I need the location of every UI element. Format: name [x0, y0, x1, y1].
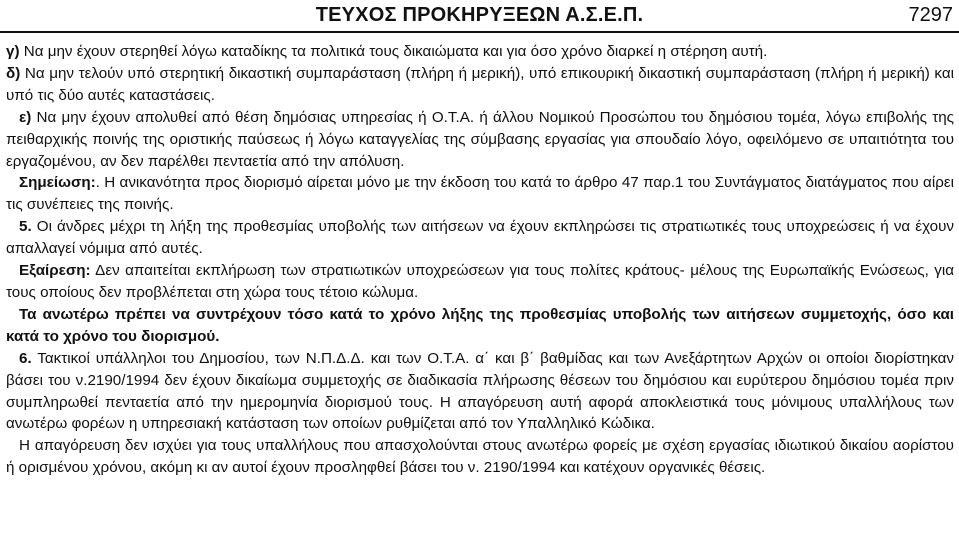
exception-text: Δεν απαιτείται εκπλήρωση των στρατιωτικών υποχρεώσεων για τους πολίτες κράτους- μέλους της Ευρωπαϊκής Ενώσεως, για τους οποίους δεν προβλέπεται στη χώρα τους τέτοιο κώλυμα.	[6, 262, 954, 301]
paragraph-exception	[6, 260, 954, 304]
paragraph-last: Η απαγόρευση δεν ισχύει για τους υπαλλήλους που απασχολούνται στους ανωτέρω φορείς με σχέση εργασίας ιδιωτικού δικαίου αορίστου ή ορισμένου χρόνου, ακόμη κι αν αυτοί έχουν προσληφθεί βάσει του ν. 2190/1994 και κατέχουν οργανικές θέσεις.	[6, 437, 954, 477]
paragraph-6	[6, 348, 954, 436]
publication-title: ΤΕΥΧΟΣ ΠΡΟΚΗΡΥΞΕΩΝ Α.Σ.Ε.Π.	[315, 4, 644, 26]
paragraph-g-label: γ)	[6, 43, 20, 60]
paragraph-g-text: Να μην έχουν στερηθεί λόγω καταδίκης τα πολιτικά τους δικαιώματα και για όσο χρόνο διαρκεί η στέρηση αυτή.	[19, 43, 768, 60]
paragraph-6-label: 6.	[19, 349, 32, 367]
exception-label: Εξαίρεση:	[19, 262, 91, 280]
paragraph-note	[6, 172, 954, 216]
paragraph-6-text: Τακτικοί υπάλληλοι του Δημοσίου, των Ν.Π.Δ.Δ. και των Ο.Τ.Α. α΄ και β΄ βαθμίδας και των Ανεξάρτητων Αρχών οι οποίοι διορίστηκαν βάσει του ν.2190/1994 δεν έχουν δικαίωμα συμμετοχής σε διαδικασία πλήρωσης θέσεων του δημόσιου και ευρύτερου δημόσιου τομέα πριν συμπληρωθεί πενταετία από την ημερομηνία διορισμού τους. Η απαγόρευση αυτή αφορά αποκλειστικά τους μόνιμους υπαλλήλους των ανωτέρω φορέων η υπηρεσιακή κατάσταση των οποίων ρυθμίζεται από τον Υπαλληλικό Κώδικα.	[6, 349, 954, 433]
paragraph-5-label: 5.	[19, 218, 32, 236]
paragraph-d-label: δ)	[6, 64, 21, 82]
header-divider	[0, 31, 959, 33]
note-label: Σημείωση:	[19, 174, 96, 192]
note-text: . Η ανικανότητα προς διορισμό αίρεται μόνο με την έκδοση του κατά το άρθρο 47 παρ.1 του Συντάγματος διατάγματος που αίρει τις συνέπειες της ποινής.	[6, 174, 954, 214]
paragraph-e-text-lead: Να μην έχουν απολυθεί από θέση δημόσιας υπηρεσίας ή Ο.Τ.Α.	[31, 108, 475, 126]
page-number: 7297	[908, 4, 953, 26]
document-body	[6, 41, 954, 479]
paragraph-d	[6, 63, 954, 107]
paragraph-e	[6, 107, 954, 173]
paragraph-e-label: ε)	[19, 108, 32, 126]
paragraph-5	[6, 216, 954, 260]
paragraph-d-text: Να μην τελούν υπό στερητική δικαστική συμπαράσταση (πλήρη ή μερική), υπό επικουρική δικαστική συμπαράσταση (πλήρη ή μερική) και υπό τις δύο αυτές καταστάσεις.	[6, 64, 954, 104]
page-header	[0, 0, 959, 36]
paragraph-e-text: ή άλλου Νομικού Προσώπου του δημόσιου τομέα, λόγω επιβολής της πειθαρχικής ποινής της οριστικής παύσεως ή λόγω καταγγελίας της σύμβασης εργασίας για σπουδαίο λόγο, οφειλόμενο σε υπαιτιότητα του εργαζομένου, αν δεν παρέλθει πενταετία από την απόλυση.	[6, 108, 954, 170]
paragraph-g	[6, 41, 954, 63]
paragraph-5-text: Οι άνδρες μέχρι τη λήξη της προθεσμίας υποβολής των αιτήσεων να έχουν εκπληρώσει τις στρατιωτικές τους υποχρεώσεις ή να έχουν απαλλαγεί νόμιμα από αυτές.	[6, 218, 954, 258]
paragraph-bold-rule: Τα ανωτέρω πρέπει να συντρέχουν τόσο κατά το χρόνο λήξης της προθεσμίας υποβολής των αιτήσεων συμμετοχής, όσο και κατά το χρόνο του διορισμού.	[6, 305, 954, 345]
